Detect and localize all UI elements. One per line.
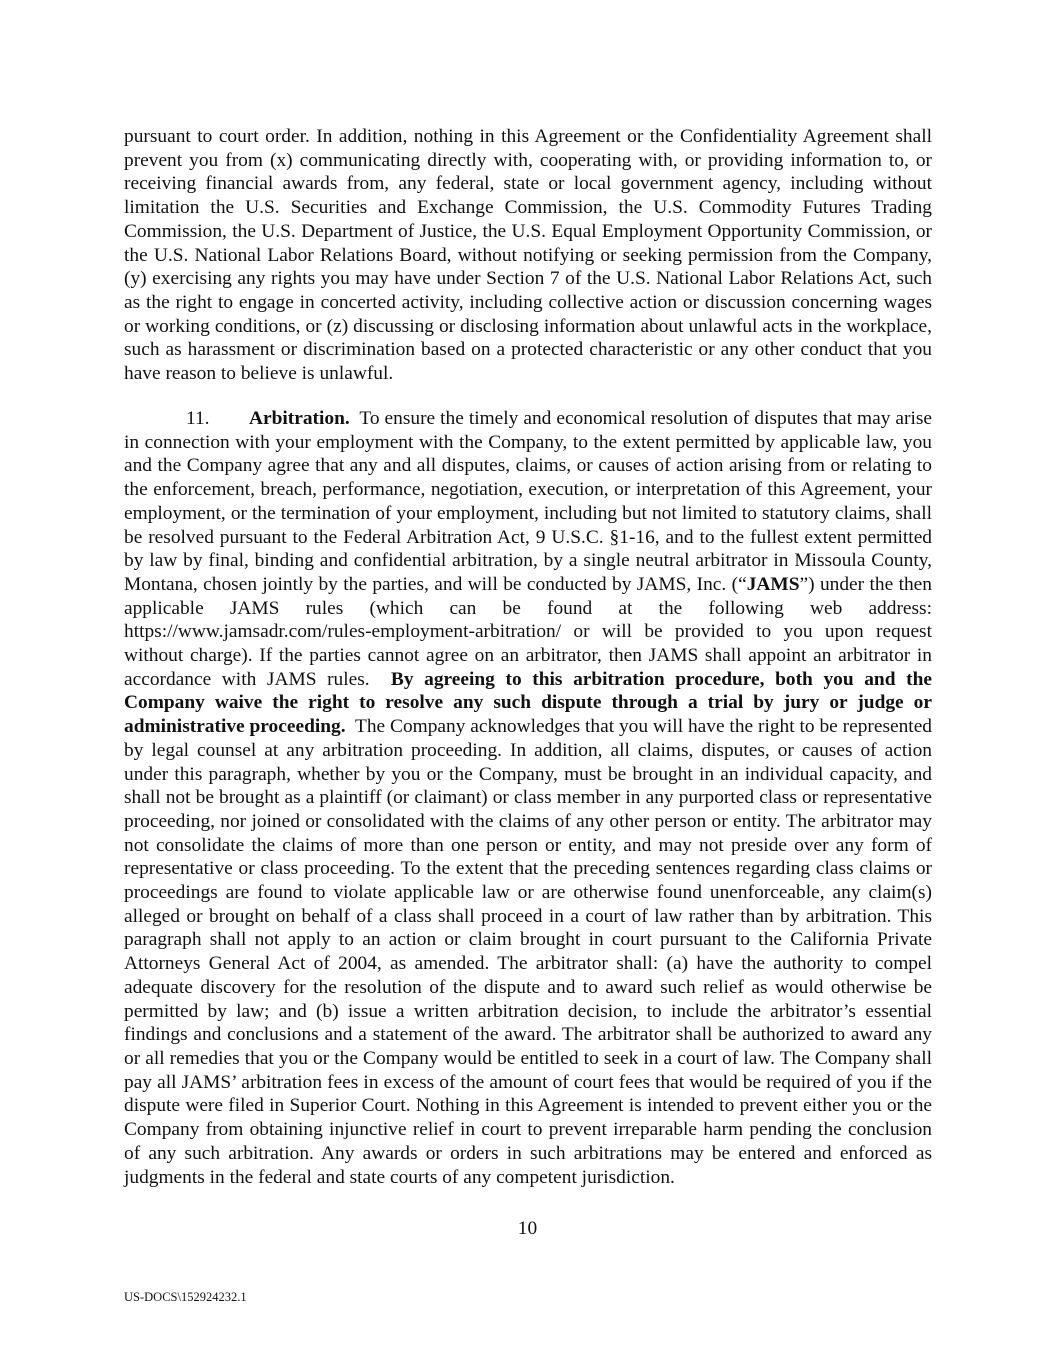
defined-term-jams: JAMS [746, 573, 800, 595]
section-text-part-2: ”) under the then applicable JAMS rules (which can be found at the following web address: https://www.jamsadr.com/rules-employment-arbitration/ or will be provided to you upon request without charge). If the parties cannot agree on an arbitrator, then JAMS shall appoint an arbitrator in accordance with JAMS rules. [124, 573, 932, 690]
section-text-part-3: The Company acknowledges that you will have the right to be represented by legal counsel at any arbitration proceeding. In addition, all claims, disputes, or causes of action under this paragraph, whether by you or the Company, must be brought in an individual capacity, and shall not be brought as a plaintiff (or claimant) or class member in any purported class or representative proceeding, nor joined or consolidated with the claims of any other person or entity. The arbitrator may not consolidate the claims of more than one person or entity, and may not preside over any form of representative or class proceeding. To the extent that the preceding sentences regarding class claims or proceedings are found to violate applicable law or are otherwise found unenforceable, any claim(s) alleged or brought on behalf of a class shall proceed in a court of law rather than by arbitration. This paragraph shall not apply to an action or claim brought in court pursuant to the California Private Attorneys General Act of 2004, as amended. The arbitrator shall: (a) have the authority to compel adequate discovery for the resolution of the dispute and to award such relief as would otherwise be permitted by law; and (b) issue a written arbitration decision, to include the arbitrator’s essential findings and conclusions and a statement of the award. The arbitrator shall be authorized to award any or all remedies that you or the Company would be entitled to seek in a court of law. The Company shall pay all JAMS’ arbitration fees in excess of the amount of court fees that would be required of you if the dispute were filed in Superior Court. Nothing in this Agreement is intended to prevent either you or the Company from obtaining injunctive relief in court to prevent irreparable harm pending the conclusion of any such arbitration. Any awards or orders in such arbitrations may be entered and enforced as judgments in the federal and state courts of any competent jurisdiction. [124, 716, 932, 1188]
jury-waiver-clause: By agreeing to this arbitration procedure, both you and the Company waive the right to resolve any such dispute through a trial by jury or judge or administrative proceeding. [124, 668, 932, 738]
paragraph-10-continuation: pursuant to court order. In addition, nothing in this Agreement or the Confidentiality Agreement shall prevent you from (x) communicating directly with, cooperating with, or providing information to, or receiving financial awards from, any federal, state or local government agency, including without limitation the U.S. Securities and Exchange Commission, the U.S. Commodity Futures Trading Commission, the U.S. Department of Justice, the U.S. Equal Employment Opportunity Commission, or the U.S. National Labor Relations Board, without notifying or seeking permission from the Company, (y) exercising any rights you may have under Section 7 of the U.S. National Labor Relations Act, such as the right to engage in concerted activity, including collective action or discussion concerning wages or working conditions, or (z) discussing or disclosing information about unlawful acts in the workplace, such as harassment or discrimination based on a protected characteristic or any other conduct that you have reason to believe is unlawful. [124, 126, 932, 385]
section-11-arbitration [124, 407, 932, 1189]
section-text-part-1: To ensure the timely and economical resolution of disputes that may arise in connection with your employment with the Company, to the extent permitted by applicable law, you and the Company agree that any and all disputes, claims, or causes of action arising from or relating to the enforcement, breach, performance, negotiation, execution, or interpretation of this Agreement, your employment, or the termination of your employment, including but not limited to statutory claims, shall be resolved pursuant to the Federal Arbitration Act, 9 U.S.C. §1-16, and to the fullest extent permitted by law by final, binding and confidential arbitration, by a single neutral arbitrator in Missoula County, Montana, chosen jointly by the parties, and will be conducted by JAMS, Inc. (“ [124, 408, 932, 595]
section-heading: Arbitration. [249, 408, 350, 429]
section-number: 11. [186, 408, 210, 429]
document-id: US-DOCS\152924232.1 [124, 1290, 247, 1304]
page-number: 10 [517, 1218, 538, 1239]
